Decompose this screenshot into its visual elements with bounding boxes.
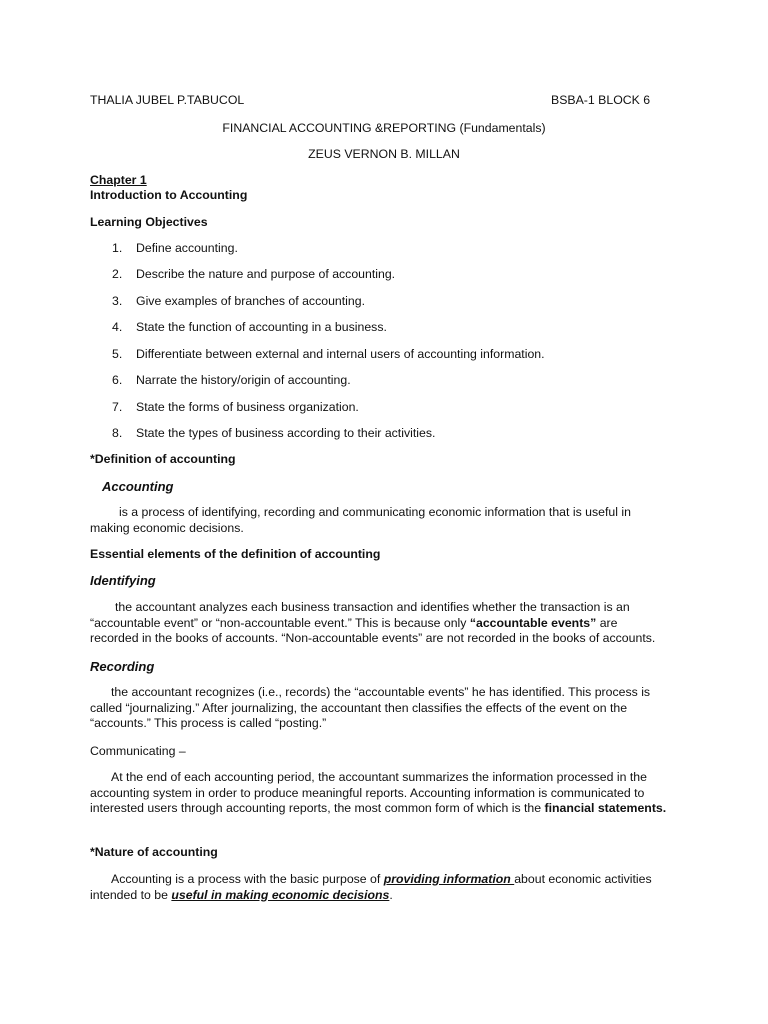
identifying-text-part: the accountant analyzes each business transaction and identifies whether the transaction is an “accountable event” or “non-accountable event.” This is because only	[90, 600, 630, 630]
objective-text: Give examples of branches of accounting.	[136, 294, 365, 308]
nature-emphasis: useful in making economic decisions	[171, 887, 390, 902]
objective-text: State the types of business according to their activities.	[136, 426, 436, 440]
objective-text: Differentiate between external and internal users of accounting information.	[136, 347, 545, 361]
identifying-text-part: are recorded in the books of accounts. “Non-accountable events” are not recorded in the books of accounts.	[90, 615, 656, 645]
communicating-term: Communicating –	[90, 744, 186, 758]
identifying-text	[90, 600, 668, 647]
identifying-emphasis: “accountable events”	[469, 615, 597, 630]
recording-term: Recording	[90, 659, 155, 674]
course-title: FINANCIAL ACCOUNTING &REPORTING (Fundamentals)	[222, 121, 546, 135]
objective-number: 2.	[112, 267, 123, 281]
chapter-title: Introduction to Accounting	[90, 188, 248, 202]
objective-number: 6.	[112, 373, 123, 387]
elements-heading: Essential elements of the definition of accounting	[90, 547, 381, 561]
nature-text	[90, 872, 668, 903]
identifying-term: Identifying	[90, 573, 156, 588]
author-name: THALIA JUBEL P.TABUCOL	[90, 93, 245, 107]
objective-number: 3.	[112, 294, 123, 308]
nature-heading: *Nature of accounting	[90, 845, 218, 859]
objective-text: State the function of accounting in a business.	[136, 320, 387, 334]
objective-text: Narrate the history/origin of accounting.	[136, 373, 351, 387]
chapter-label: Chapter 1	[90, 173, 147, 187]
nature-text-part: .	[389, 887, 393, 902]
objective-number: 1.	[112, 241, 123, 255]
objective-text: Define accounting.	[136, 241, 238, 255]
objective-text: Describe the nature and purpose of accounting.	[136, 267, 396, 281]
definition-text: is a process of identifying, recording and communicating economic information that is useful in making economic decisions.	[90, 505, 631, 535]
objectives-heading: Learning Objectives	[90, 215, 208, 229]
nature-text-part: about economic activities intended to be	[90, 872, 652, 902]
nature-emphasis: providing information	[383, 872, 515, 886]
objective-text: State the forms of business organization.	[136, 400, 359, 414]
communicating-text-part: At the end of each accounting period, the accountant summarizes the information processed in the accounting system in order to produce meaningful reports. Accounting information is communicated to interested users through accounting reports, the most common form of which is the	[90, 770, 647, 815]
recording-text: the accountant recognizes (i.e., records) the “accountable events” he has identified. This process is called “journalizing.” After journalizing, the accountant then classifies the effects of the event on the “accounts.” This process is called “posting.”	[90, 685, 651, 730]
objective-number: 7.	[112, 400, 123, 414]
communicating-text	[90, 770, 668, 817]
instructor-name: ZEUS VERNON B. MILLAN	[308, 147, 460, 161]
objective-number: 8.	[112, 426, 123, 440]
objective-number: 5.	[112, 347, 123, 361]
communicating-emphasis: financial statements.	[544, 801, 667, 815]
objective-number: 4.	[112, 320, 123, 334]
nature-text-part: Accounting is a process with the basic purpose of	[111, 872, 384, 886]
definition-heading: *Definition of accounting	[90, 452, 236, 466]
class-block: BSBA-1 BLOCK 6	[551, 93, 651, 107]
definition-term: Accounting	[102, 479, 174, 494]
